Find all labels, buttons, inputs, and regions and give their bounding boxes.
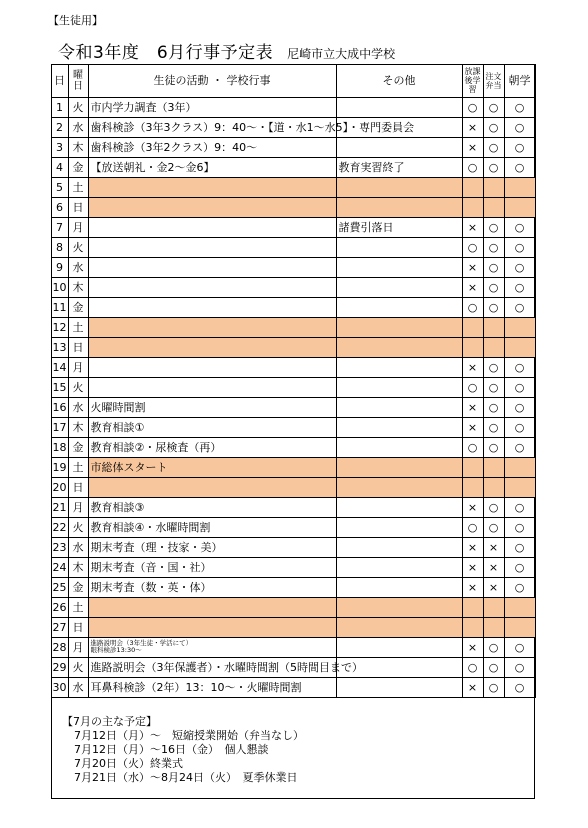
row-other xyxy=(336,457,462,477)
row-day: 16 xyxy=(51,397,68,417)
row-other xyxy=(336,497,462,517)
table-row xyxy=(51,497,535,517)
row-after-school-mark: × xyxy=(462,117,483,137)
audience-tag: 【生徒用】 xyxy=(48,14,103,27)
row-activity: 期末考査（理・技家・美） xyxy=(88,537,336,557)
row-weekday: 月 xyxy=(68,497,88,517)
row-day: 11 xyxy=(51,297,68,317)
row-morning-mark xyxy=(504,617,535,637)
row-activity: 教育相談③ xyxy=(88,497,336,517)
row-morning-mark: ○ xyxy=(504,397,535,417)
row-activity xyxy=(88,317,336,337)
table-row xyxy=(51,537,535,557)
table-row xyxy=(51,117,535,137)
row-morning-mark: ○ xyxy=(504,277,535,297)
row-after-school-mark xyxy=(462,197,483,217)
header-dow: 曜日 xyxy=(68,64,88,97)
schedule-table xyxy=(51,64,536,698)
row-day: 20 xyxy=(51,477,68,497)
row-activity xyxy=(88,617,336,637)
table-row xyxy=(51,517,535,537)
row-activity xyxy=(88,217,336,237)
row-weekday: 火 xyxy=(68,517,88,537)
row-lunch-order-mark: ○ xyxy=(483,117,504,137)
row-after-school-mark: × xyxy=(462,677,483,697)
row-lunch-order-mark: ○ xyxy=(483,517,504,537)
row-weekday: 日 xyxy=(68,617,88,637)
row-day: 27 xyxy=(51,617,68,637)
row-other xyxy=(336,537,462,557)
table-row xyxy=(51,197,535,217)
table-row xyxy=(51,217,535,237)
row-morning-mark: ○ xyxy=(504,357,535,377)
row-other xyxy=(336,277,462,297)
table-row xyxy=(51,357,535,377)
row-weekday: 水 xyxy=(68,537,88,557)
row-weekday: 火 xyxy=(68,97,88,117)
row-other xyxy=(336,197,462,217)
row-lunch-order-mark: ○ xyxy=(483,357,504,377)
row-day: 21 xyxy=(51,497,68,517)
row-weekday: 火 xyxy=(68,237,88,257)
row-activity: 火曜時間割 xyxy=(88,397,336,417)
table-row xyxy=(51,557,535,577)
row-after-school-mark xyxy=(462,177,483,197)
row-activity xyxy=(88,377,336,397)
row-other xyxy=(336,377,462,397)
school-name: 尼崎市立大成中学校 xyxy=(287,47,396,61)
header-day: 日 xyxy=(51,64,68,97)
row-weekday: 金 xyxy=(68,297,88,317)
row-morning-mark xyxy=(504,197,535,217)
row-lunch-order-mark: ○ xyxy=(483,237,504,257)
row-activity xyxy=(88,337,336,357)
header-activity: 生徒の活動 ・ 学校行事 xyxy=(88,64,336,97)
row-day: 26 xyxy=(51,597,68,617)
row-day: 1 xyxy=(51,97,68,117)
note-item: 7月12日（月）～ 短縮授業開始（弁当なし） xyxy=(74,729,304,742)
row-after-school-mark: ○ xyxy=(462,657,483,677)
row-day: 10 xyxy=(51,277,68,297)
row-morning-mark: ○ xyxy=(504,417,535,437)
row-other xyxy=(336,137,462,157)
row-other xyxy=(336,297,462,317)
row-morning-mark: ○ xyxy=(504,537,535,557)
row-day: 8 xyxy=(51,237,68,257)
row-after-school-mark: × xyxy=(462,557,483,577)
row-activity xyxy=(88,297,336,317)
row-after-school-mark: × xyxy=(462,257,483,277)
row-activity xyxy=(88,277,336,297)
header-other: その他 xyxy=(336,64,462,97)
row-after-school-mark: ○ xyxy=(462,437,483,457)
row-after-school-mark: × xyxy=(462,397,483,417)
row-activity: 期末考査（数・英・体） xyxy=(88,577,336,597)
schedule-sheet xyxy=(51,64,535,799)
row-weekday: 水 xyxy=(68,677,88,697)
row-after-school-mark: × xyxy=(462,637,483,657)
row-after-school-mark: × xyxy=(462,217,483,237)
row-other xyxy=(336,237,462,257)
row-activity xyxy=(88,257,336,277)
row-after-school-mark: × xyxy=(462,417,483,437)
row-weekday: 火 xyxy=(68,377,88,397)
row-activity xyxy=(88,637,336,657)
row-activity: 教育相談②・尿検査（再） xyxy=(88,437,336,457)
row-activity: 歯科検診（3年3クラス）9：40～・【道・水1～水5】・専門委員会 xyxy=(88,117,336,137)
row-morning-mark xyxy=(504,457,535,477)
row-other xyxy=(336,437,462,457)
row-lunch-order-mark: × xyxy=(483,537,504,557)
row-activity xyxy=(88,237,336,257)
table-row xyxy=(51,457,535,477)
row-weekday: 土 xyxy=(68,457,88,477)
row-day: 7 xyxy=(51,217,68,237)
row-lunch-order-mark xyxy=(483,197,504,217)
row-lunch-order-mark xyxy=(483,477,504,497)
row-lunch-order-mark: ○ xyxy=(483,257,504,277)
row-day: 4 xyxy=(51,157,68,177)
row-morning-mark: ○ xyxy=(504,657,535,677)
row-other xyxy=(336,337,462,357)
row-morning-mark xyxy=(504,177,535,197)
row-after-school-mark: ○ xyxy=(462,97,483,117)
table-row xyxy=(51,377,535,397)
note-item: 7月12日（月）～16日（金） 個人懇談 xyxy=(74,743,269,756)
table-row xyxy=(51,437,535,457)
row-other xyxy=(336,257,462,277)
row-activity xyxy=(88,357,336,377)
row-other xyxy=(336,617,462,637)
row-lunch-order-mark: ○ xyxy=(483,137,504,157)
row-weekday: 金 xyxy=(68,577,88,597)
table-row xyxy=(51,137,535,157)
row-after-school-mark: ○ xyxy=(462,157,483,177)
row-weekday: 木 xyxy=(68,417,88,437)
row-activity: 耳鼻科検診（2年）13：10～・火曜時間割 xyxy=(88,677,336,697)
row-day: 13 xyxy=(51,337,68,357)
row-lunch-order-mark xyxy=(483,337,504,357)
row-activity xyxy=(88,477,336,497)
row-lunch-order-mark: × xyxy=(483,557,504,577)
row-other xyxy=(336,477,462,497)
row-day: 29 xyxy=(51,657,68,677)
row-other xyxy=(336,597,462,617)
row-lunch-order-mark: ○ xyxy=(483,437,504,457)
row-morning-mark: ○ xyxy=(504,217,535,237)
row-other: 教育実習終了 xyxy=(336,157,462,177)
row-other xyxy=(336,677,462,697)
row-activity xyxy=(88,597,336,617)
row-weekday: 水 xyxy=(68,257,88,277)
row-day: 5 xyxy=(51,177,68,197)
table-row xyxy=(51,657,535,677)
row-morning-mark: ○ xyxy=(504,257,535,277)
row-other xyxy=(336,357,462,377)
row-activity xyxy=(88,197,336,217)
header-lunch-order: 注文弁当 xyxy=(483,64,504,97)
row-day: 12 xyxy=(51,317,68,337)
row-other xyxy=(336,317,462,337)
row-morning-mark: ○ xyxy=(504,377,535,397)
schedule-rows xyxy=(51,97,535,697)
row-activity: 【放送朝礼・金2～金6】 xyxy=(88,157,336,177)
row-other xyxy=(336,517,462,537)
row-activity-line: 進路説明会（3年生徒・学活にて） xyxy=(90,639,193,647)
july-notes xyxy=(62,715,304,785)
row-lunch-order-mark: ○ xyxy=(483,397,504,417)
row-weekday: 日 xyxy=(68,337,88,357)
row-weekday: 金 xyxy=(68,157,88,177)
row-morning-mark xyxy=(504,477,535,497)
row-day: 24 xyxy=(51,557,68,577)
row-after-school-mark xyxy=(462,477,483,497)
row-other xyxy=(336,97,462,117)
table-row xyxy=(51,177,535,197)
notes-heading: 【7月の主な予定】 xyxy=(62,715,157,728)
table-row xyxy=(51,337,535,357)
row-after-school-mark: ○ xyxy=(462,237,483,257)
row-morning-mark: ○ xyxy=(504,157,535,177)
row-day: 22 xyxy=(51,517,68,537)
table-row xyxy=(51,637,535,657)
row-other xyxy=(336,577,462,597)
table-row xyxy=(51,317,535,337)
row-morning-mark xyxy=(504,597,535,617)
row-weekday: 水 xyxy=(68,117,88,137)
row-morning-mark: ○ xyxy=(504,497,535,517)
row-after-school-mark: ○ xyxy=(462,517,483,537)
row-morning-mark: ○ xyxy=(504,137,535,157)
row-lunch-order-mark: ○ xyxy=(483,377,504,397)
table-row xyxy=(51,417,535,437)
row-day: 23 xyxy=(51,537,68,557)
row-after-school-mark: × xyxy=(462,357,483,377)
row-weekday: 水 xyxy=(68,397,88,417)
schedule-title: 令和3年度 6月行事予定表 xyxy=(58,43,274,63)
table-row xyxy=(51,597,535,617)
row-activity-line: 眼科検診13:30～ xyxy=(90,646,142,654)
row-lunch-order-mark xyxy=(483,317,504,337)
row-after-school-mark xyxy=(462,597,483,617)
row-activity: 進路説明会（3年保護者）・水曜時間割（5時間目まで） xyxy=(88,657,336,677)
row-lunch-order-mark: × xyxy=(483,577,504,597)
row-after-school-mark: × xyxy=(462,277,483,297)
row-lunch-order-mark xyxy=(483,177,504,197)
row-activity: 教育相談① xyxy=(88,417,336,437)
row-day: 15 xyxy=(51,377,68,397)
row-after-school-mark: × xyxy=(462,497,483,517)
row-lunch-order-mark: ○ xyxy=(483,157,504,177)
row-weekday: 日 xyxy=(68,477,88,497)
row-after-school-mark xyxy=(462,337,483,357)
row-weekday: 土 xyxy=(68,177,88,197)
row-other xyxy=(336,177,462,197)
header-morning: 朝学 xyxy=(504,64,535,97)
row-morning-mark: ○ xyxy=(504,117,535,137)
row-after-school-mark xyxy=(462,457,483,477)
row-weekday: 木 xyxy=(68,277,88,297)
page-title xyxy=(58,38,395,63)
table-row xyxy=(51,397,535,417)
row-lunch-order-mark: ○ xyxy=(483,657,504,677)
row-lunch-order-mark xyxy=(483,457,504,477)
row-lunch-order-mark: ○ xyxy=(483,417,504,437)
row-after-school-mark xyxy=(462,617,483,637)
row-day: 6 xyxy=(51,197,68,217)
row-lunch-order-mark: ○ xyxy=(483,217,504,237)
row-weekday: 金 xyxy=(68,437,88,457)
row-activity: 歯科検診（3年2クラス）9：40～ xyxy=(88,137,336,157)
row-morning-mark: ○ xyxy=(504,437,535,457)
row-morning-mark: ○ xyxy=(504,97,535,117)
row-activity: 教育相談④・水曜時間割 xyxy=(88,517,336,537)
row-weekday: 月 xyxy=(68,637,88,657)
row-day: 25 xyxy=(51,577,68,597)
table-row xyxy=(51,97,535,117)
row-lunch-order-mark: ○ xyxy=(483,637,504,657)
row-lunch-order-mark: ○ xyxy=(483,497,504,517)
row-lunch-order-mark: ○ xyxy=(483,97,504,117)
row-morning-mark xyxy=(504,317,535,337)
header-after-school: 放課後学習 xyxy=(462,64,483,97)
row-morning-mark xyxy=(504,337,535,357)
row-morning-mark: ○ xyxy=(504,557,535,577)
row-after-school-mark xyxy=(462,317,483,337)
row-day: 30 xyxy=(51,677,68,697)
row-weekday: 月 xyxy=(68,357,88,377)
row-other: 諸費引落日 xyxy=(336,217,462,237)
table-row xyxy=(51,277,535,297)
row-activity xyxy=(88,177,336,197)
table-row xyxy=(51,297,535,317)
row-weekday: 土 xyxy=(68,317,88,337)
row-morning-mark: ○ xyxy=(504,577,535,597)
row-day: 9 xyxy=(51,257,68,277)
row-day: 2 xyxy=(51,117,68,137)
row-day: 14 xyxy=(51,357,68,377)
header-row xyxy=(51,64,535,97)
row-after-school-mark: ○ xyxy=(462,297,483,317)
row-day: 17 xyxy=(51,417,68,437)
row-other xyxy=(336,397,462,417)
row-day: 19 xyxy=(51,457,68,477)
row-weekday: 木 xyxy=(68,137,88,157)
row-lunch-order-mark xyxy=(483,617,504,637)
row-day: 3 xyxy=(51,137,68,157)
row-lunch-order-mark: ○ xyxy=(483,677,504,697)
table-row xyxy=(51,677,535,697)
table-row xyxy=(51,577,535,597)
row-weekday: 日 xyxy=(68,197,88,217)
row-weekday: 木 xyxy=(68,557,88,577)
row-lunch-order-mark xyxy=(483,597,504,617)
table-row xyxy=(51,477,535,497)
row-morning-mark: ○ xyxy=(504,637,535,657)
row-morning-mark: ○ xyxy=(504,237,535,257)
row-after-school-mark: ○ xyxy=(462,377,483,397)
row-morning-mark: ○ xyxy=(504,517,535,537)
row-morning-mark: ○ xyxy=(504,297,535,317)
row-day: 28 xyxy=(51,637,68,657)
table-row xyxy=(51,617,535,637)
row-after-school-mark: × xyxy=(462,577,483,597)
row-after-school-mark: × xyxy=(462,137,483,157)
row-weekday: 土 xyxy=(68,597,88,617)
row-day: 18 xyxy=(51,437,68,457)
row-morning-mark: ○ xyxy=(504,677,535,697)
table-row xyxy=(51,157,535,177)
row-other xyxy=(336,417,462,437)
note-item: 7月21日（水）～8月24日（火） 夏季休業日 xyxy=(74,771,298,784)
row-activity: 市総体スタート xyxy=(88,457,336,477)
row-activity: 市内学力調査（3年） xyxy=(88,97,336,117)
note-item: 7月20日（火）終業式 xyxy=(74,757,183,770)
row-lunch-order-mark: ○ xyxy=(483,277,504,297)
row-weekday: 火 xyxy=(68,657,88,677)
row-weekday: 月 xyxy=(68,217,88,237)
row-lunch-order-mark: ○ xyxy=(483,297,504,317)
row-other xyxy=(336,637,462,657)
row-after-school-mark: × xyxy=(462,537,483,557)
row-activity: 期末考査（音・国・社） xyxy=(88,557,336,577)
row-other xyxy=(336,557,462,577)
table-row xyxy=(51,237,535,257)
table-row xyxy=(51,257,535,277)
